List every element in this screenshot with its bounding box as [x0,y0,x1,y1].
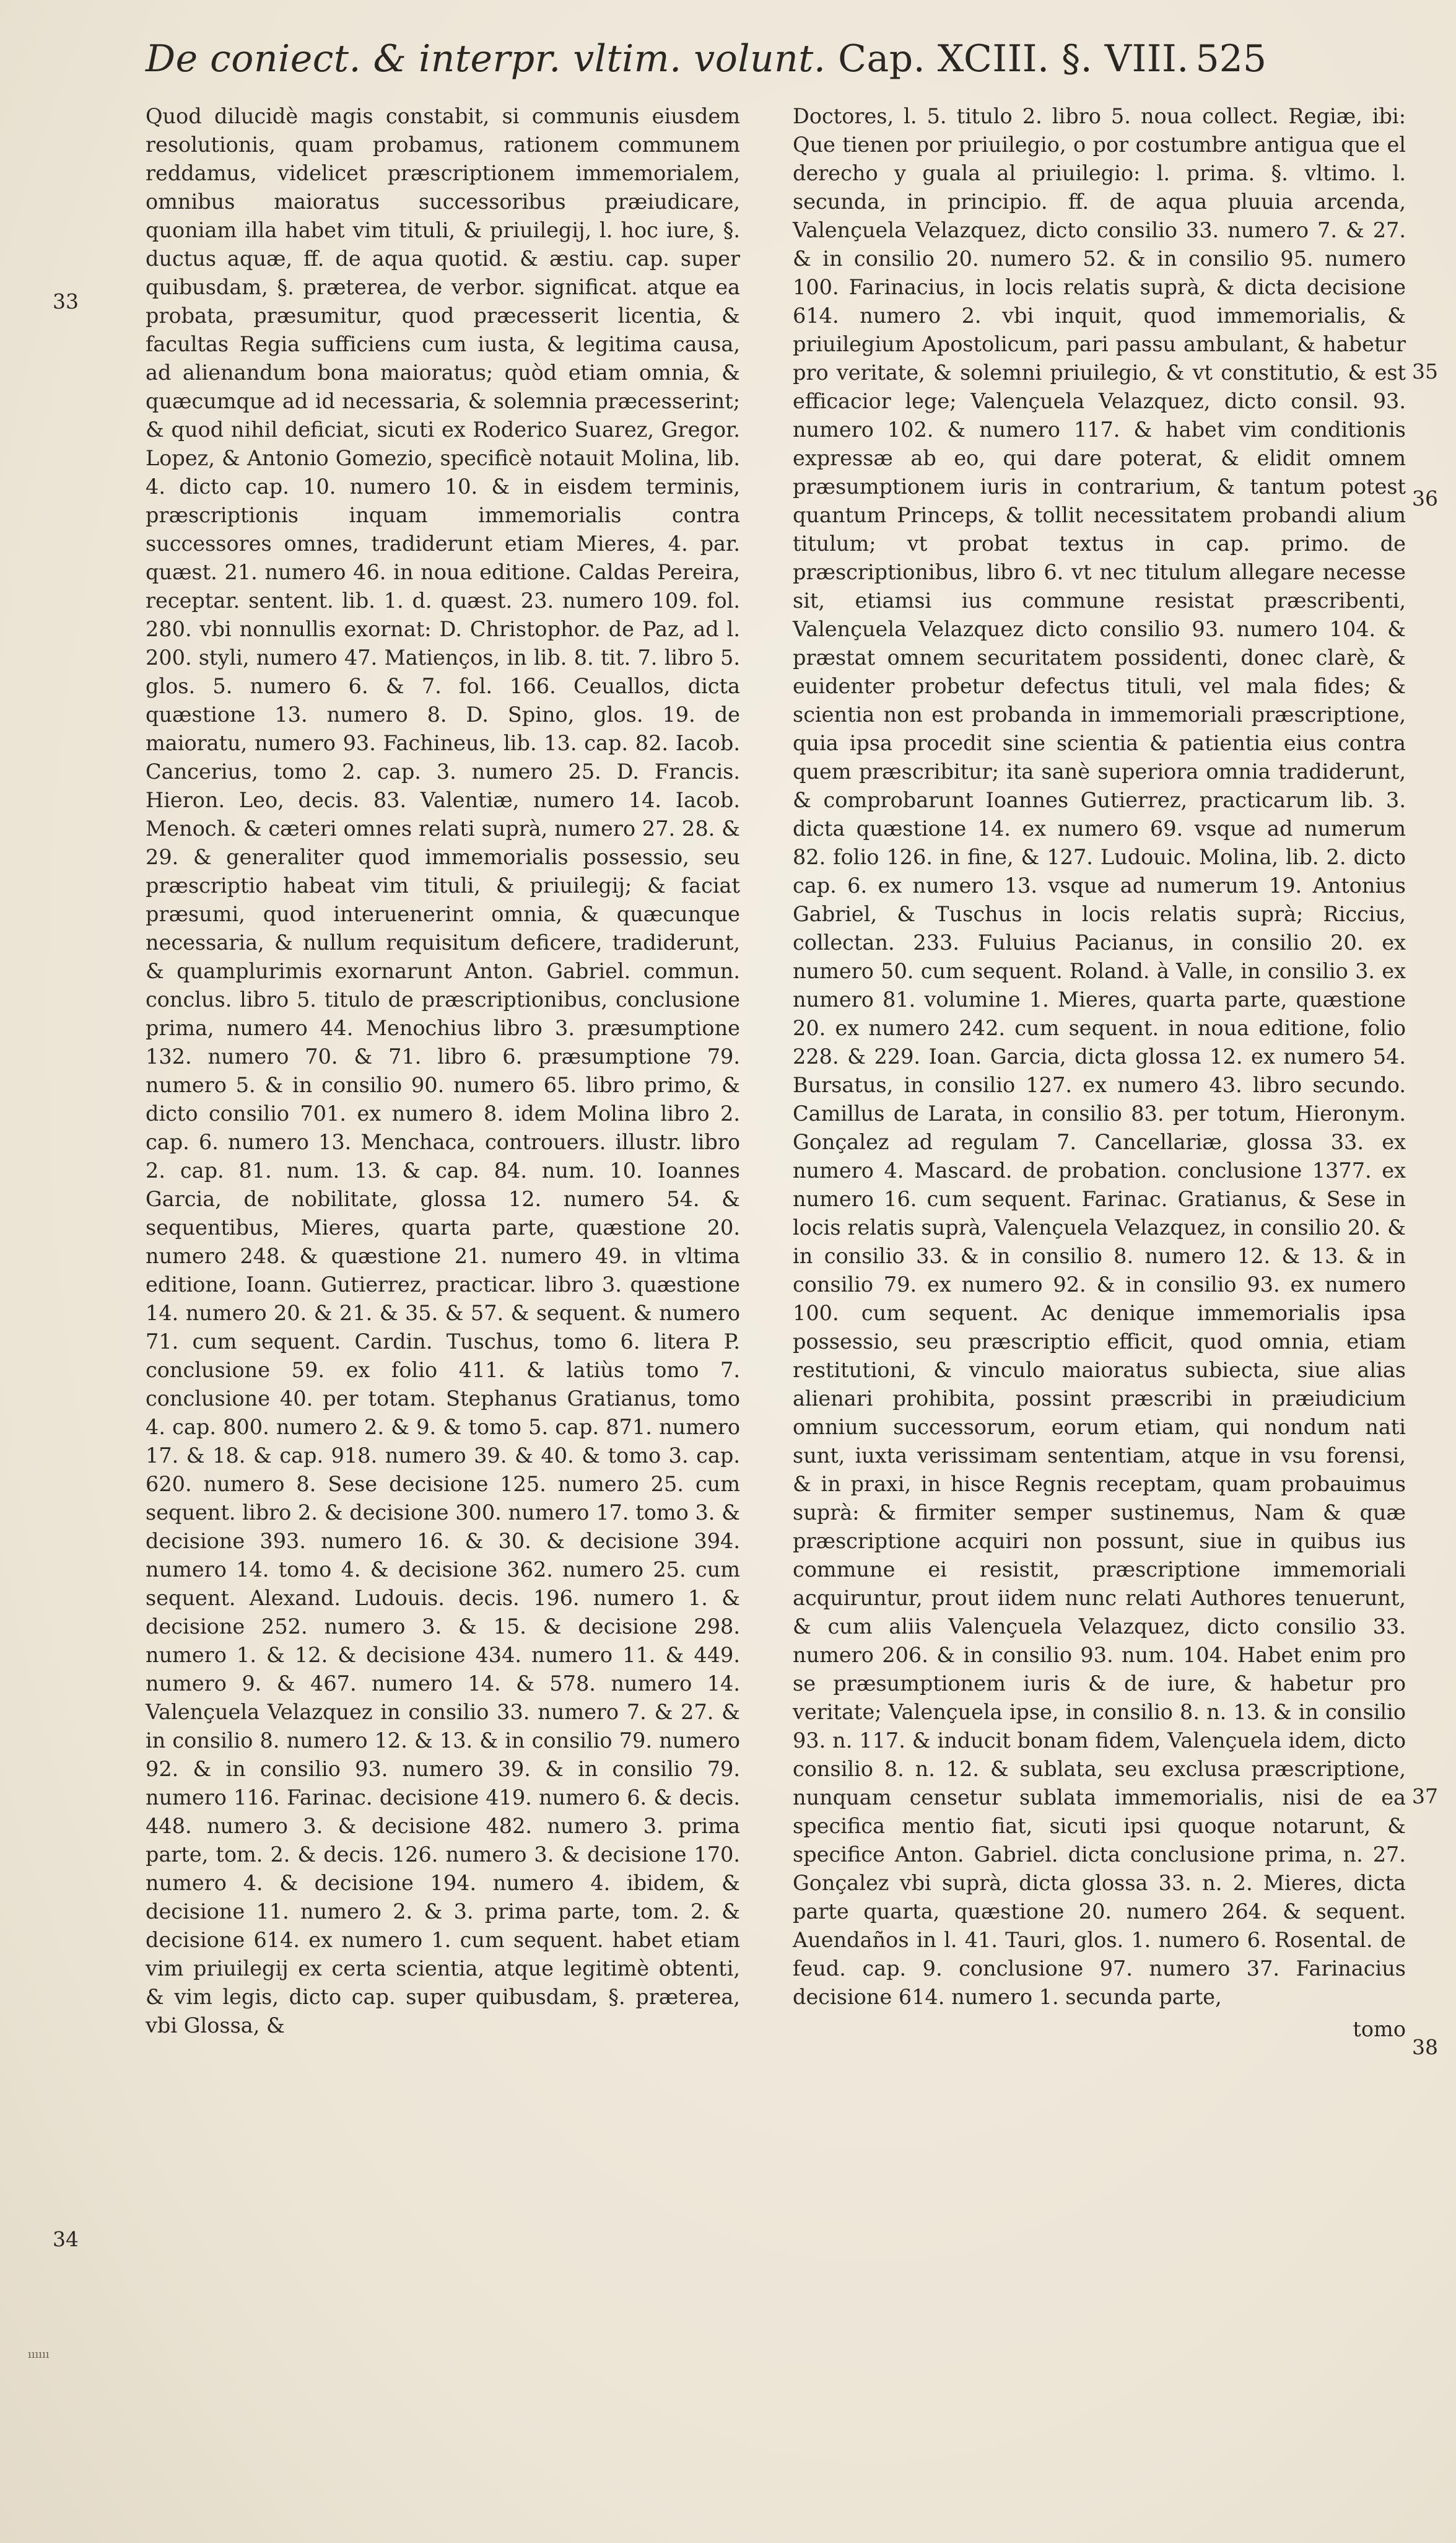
margin-note-34: 34 [53,2227,79,2251]
margin-note-36: 36 [1412,486,1438,510]
running-header [146,37,1266,96]
right-column [793,102,1406,2044]
right-column-text: Doctores, l. 5. titulo 2. libro 5. noua collect. Regiæ, ibi: Que tienen por priuilegio, o por costumbre antigua que el derecho y guala al priuilegio: l. prima. §. vltimo. l. secunda, in principio. ff. de aqua pluuia arcenda, Valençuela Velazquez, dicto consilio 33. numero 7. & 27. & in consilio 20. numero 52. & in consilio 95. numero 100. Farinacius, in locis relatis suprà, & dicta decisione 614. numero 2. vbi inquit, quod immemorialis, & priuilegium Apostolicum, pari passu ambulant, & habetur pro veritate, & solemni priuilegio, & vt constitutio, & est efficacior lege; Valençuela Velazquez, dicto consil. 93. numero 102. & numero 117. & habet vim conditionis expressæ ab eo, qui dare poterat, & elidit omnem præsumptionem iuris in contrarium, & tantum potest quantum Princeps, & tollit necessitatem probandi alium titulum; vt probat textus in cap. primo. de præscriptionibus, libro 6. vt nec titulum allegare necesse sit, etiamsi ius commune resistat præscribenti, Valençuela Velazquez dicto consilio 93. numero 104. & præstat omnem securitatem possidenti, donec clarè, & euidenter probetur defectus tituli, vel mala fides; & scientia non est probanda in immemoriali præscriptione, quia ipsa procedit sine scientia & patientia eius contra quem præscribitur; ita sanè superiora omnia tradiderunt, & comprobarunt Ioannes Gutierrez, practicarum lib. 3. dicta quæstione 14. ex numero 69. vsque ad numerum 82. folio 126. in fine, & 127. Ludouic. Molina, lib. 2. dicto cap. 6. ex numero 13. vsque ad numerum 19. Antonius Gabriel, & Tuschus in locis relatis suprà; Riccius, collectan. 233. Fuluius Pacianus, in consilio 20. ex numero 50. cum sequent. Roland. à Valle, in consilio 3. ex numero 81. volumine 1. Mieres, quarta parte, quæstione 20. ex numero 242. cum sequent. in noua editione, folio 228. & 229. Ioan. Garcia, dicta glossa 12. ex numero 54. Bursatus, in consilio 127. ex numero 43. libro secundo. Camillus de Larata, in consilio 83. per totum, Hieronym. Gonçalez ad regulam 7. Cancellariæ, glossa 33. ex numero 4. Mascard. de probation. conclusione 1377. ex numero 16. cum sequent. Farinac. Gratianus, & Sese in locis relatis suprà, Valençuela Velazquez, in consilio 20. & in consilio 33. & in consilio 8. numero 12. & 13. & in consilio 79. ex numero 92. & in consilio 93. ex numero 100. cum sequent. Ac denique immemorialis ipsa possessio, seu præscriptio efficit, quod omnia, etiam restitutioni, & vinculo maioratus subiecta, siue alias alienari prohibita, possint præscribi in præiudicium omnium successorum, eorum etiam, qui nondum nati sunt, iuxta verissimam sententiam, atque in vsu forensi, & in praxi, in hisce Regnis receptam, quam probauimus suprà: & firmiter semper sustinemus, Nam & quæ præscriptione acquiri non possunt, siue in quibus ius commune ei resistit, præscriptione immemoriali acquiruntur, prout iidem nunc relati Authores tenuerunt, & cum aliis Valençuela Velazquez, dicto consilio 33. numero 206. & in consilio 93. num. 104. Habet enim pro se præsumptionem iuris & de iure, & habetur pro veritate; Valençuela ipse, in consilio 8. n. 13. & in consilio 93. n. 117. & inducit bonam fidem, Valençuela idem, dicto consilio 8. n. 12. & sublata, seu exclusa præscriptione, nunquam censetur sublata immemorialis, nisi de ea specifica mentio fiat, sicuti ipsi quoque notarunt, & specifice Anton. Gabriel. dicta conclusione prima, n. 27. Gonçalez vbi suprà, dicta glossa 33. n. 2. Mieres, dicta parte quarta, quæstione 20. numero 264. & sequent. Auendaños in l. 41. Tauri, glos. 1. numero 6. Rosental. de feud. cap. 9. conclusione 97. numero 37. Farinacius decisione 614. numero 1. secunda parte, [793,104,1406,2009]
ink-stain-mark: ıııııı [28,2348,50,2361]
running-title [146,37,1189,81]
left-column-text: Quod dilucidè magis constabit, si communis eiusdem resolutionis, quam probamus, rationem communem reddamus, videlicet præscriptionem immemorialem, omnibus maioratus successoribus præiudicare, quoniam illa habet vim tituli, & priuilegij, l. hoc iure, §. ductus aquæ, ff. de aqua quotid. & æstiu. cap. super quibusdam, §. præterea, de verbor. significat. atque ea probata, præsumitur, quod præcesserit licentia, & facultas Regia sufficiens cum iusta, & legitima causa, ad alienandum bona maioratus; quòd etiam omnia, & quæcumque ad id necessaria, & solemnia præcesserint; & quod nihil deficiat, sicuti ex Roderico Suarez, Gregor. Lopez, & Antonio Gomezio, specificè notauit Molina, lib. 4. dicto cap. 10. numero 10. & in eisdem terminis, præscriptionis inquam immemorialis contra successores omnes, tradiderunt etiam Mieres, 4. par. quæst. 21. numero 46. in noua editione. Caldas Pereira, receptar. sentent. lib. 1. d. quæst. 23. numero 109. fol. 280. vbi nonnullis exornat: D. Christophor. de Paz, ad l. 200. styli, numero 47. Matienços, in lib. 8. tit. 7. libro 5. glos. 5. numero 6. & 7. fol. 166. Ceuallos, dicta quæstione 13. numero 8. D. Spino, glos. 19. de maioratu, numero 93. Fachineus, lib. 13. cap. 82. Iacob. Cancerius, tomo 2. cap. 3. numero 25. D. Francis. Hieron. Leo, decis. 83. Valentiæ, numero 14. Iacob. Menoch. & cæteri omnes relati suprà, numero 27. 28. & 29. & generaliter quod immemorialis possessio, seu præscriptio habeat vim tituli, & priuilegij; & faciat præsumi, quod interuenerint omnia, & quæcunque necessaria, & nullum requisitum deficere, tradiderunt, & quamplurimis exornarunt Anton. Gabriel. commun. conclus. libro 5. titulo de præscriptionibus, conclusione prima, numero 44. Menochius libro 3. præsumptione 132. numero 70. & 71. libro 6. præsumptione 79. numero 5. & in consilio 90. numero 65. libro primo, & dicto consilio 701. ex numero 8. idem Molina libro 2. cap. 6. numero 13. Menchaca, controuers. illustr. libro 2. cap. 81. num. 13. & cap. 84. num. 10. Ioannes Garcia, de nobilitate, glossa 12. numero 54. & sequentibus, Mieres, quarta parte, quæstione 20. numero 248. & quæstione 21. numero 49. in vltima editione, Ioann. Gutierrez, practicar. libro 3. quæstione 14. numero 20. & 21. & 35. & 57. & sequent. & numero 71. cum sequent. Cardin. Tuschus, tomo 6. litera P. conclusione 59. ex folio 411. & latiùs tomo 7. conclusione 40. per totam. Stephanus Gratianus, tomo 4. cap. 800. numero 2. & 9. & tomo 5. cap. 871. numero 17. & 18. & cap. 918. numero 39. & 40. & tomo 3. cap. 620. numero 8. Sese decisione 125. numero 25. cum sequent. libro 2. & decisione 300. numero 17. tomo 3. & decisione 393. numero 16. & 30. & decisione 394. numero 14. tomo 4. & decisione 362. numero 25. cum sequent. Alexand. Ludouis. decis. 196. numero 1. & decisione 252. numero 3. & 15. & decisione 298. numero 1. & 12. & decisione 434. numero 11. & 449. numero 9. & 467. numero 14. & 578. numero 14. Valençuela Velazquez in consilio 33. numero 7. & 27. & in consilio 8. numero 12. & 13. & in consilio 79. numero 92. & in consilio 93. numero 39. & in consilio 79. numero 116. Farinac. decisione 419. numero 6. & decis. 448. numero 3. & decisione 482. numero 3. prima parte, tom. 2. & decis. 126. numero 3. & decisione 170. numero 4. & decisione 194. numero 4. ibidem, & decisione 11. numero 2. & 3. prima parte, tom. 2. & decisione 614. ex numero 1. cum sequent. habet etiam vim priuilegij ex certa scientia, atque legitimè obtenti, & vim legis, dicto cap. super quibusdam, §. præterea, vbi Glossa, & [146,104,740,2037]
running-title-text: De coniect. & interpr. vltim. volunt. [146,37,826,81]
margin-note-35: 35 [1412,359,1438,383]
page-number: 525 [1195,37,1266,81]
margin-note-38: 38 [1412,2035,1438,2059]
chapter-reference: Cap. XCIII. §. VIII. [838,37,1189,81]
catchword: tomo [1353,2017,1406,2041]
margin-note-37: 37 [1412,1784,1438,1808]
left-column [146,102,740,2040]
margin-note-33: 33 [53,289,79,313]
